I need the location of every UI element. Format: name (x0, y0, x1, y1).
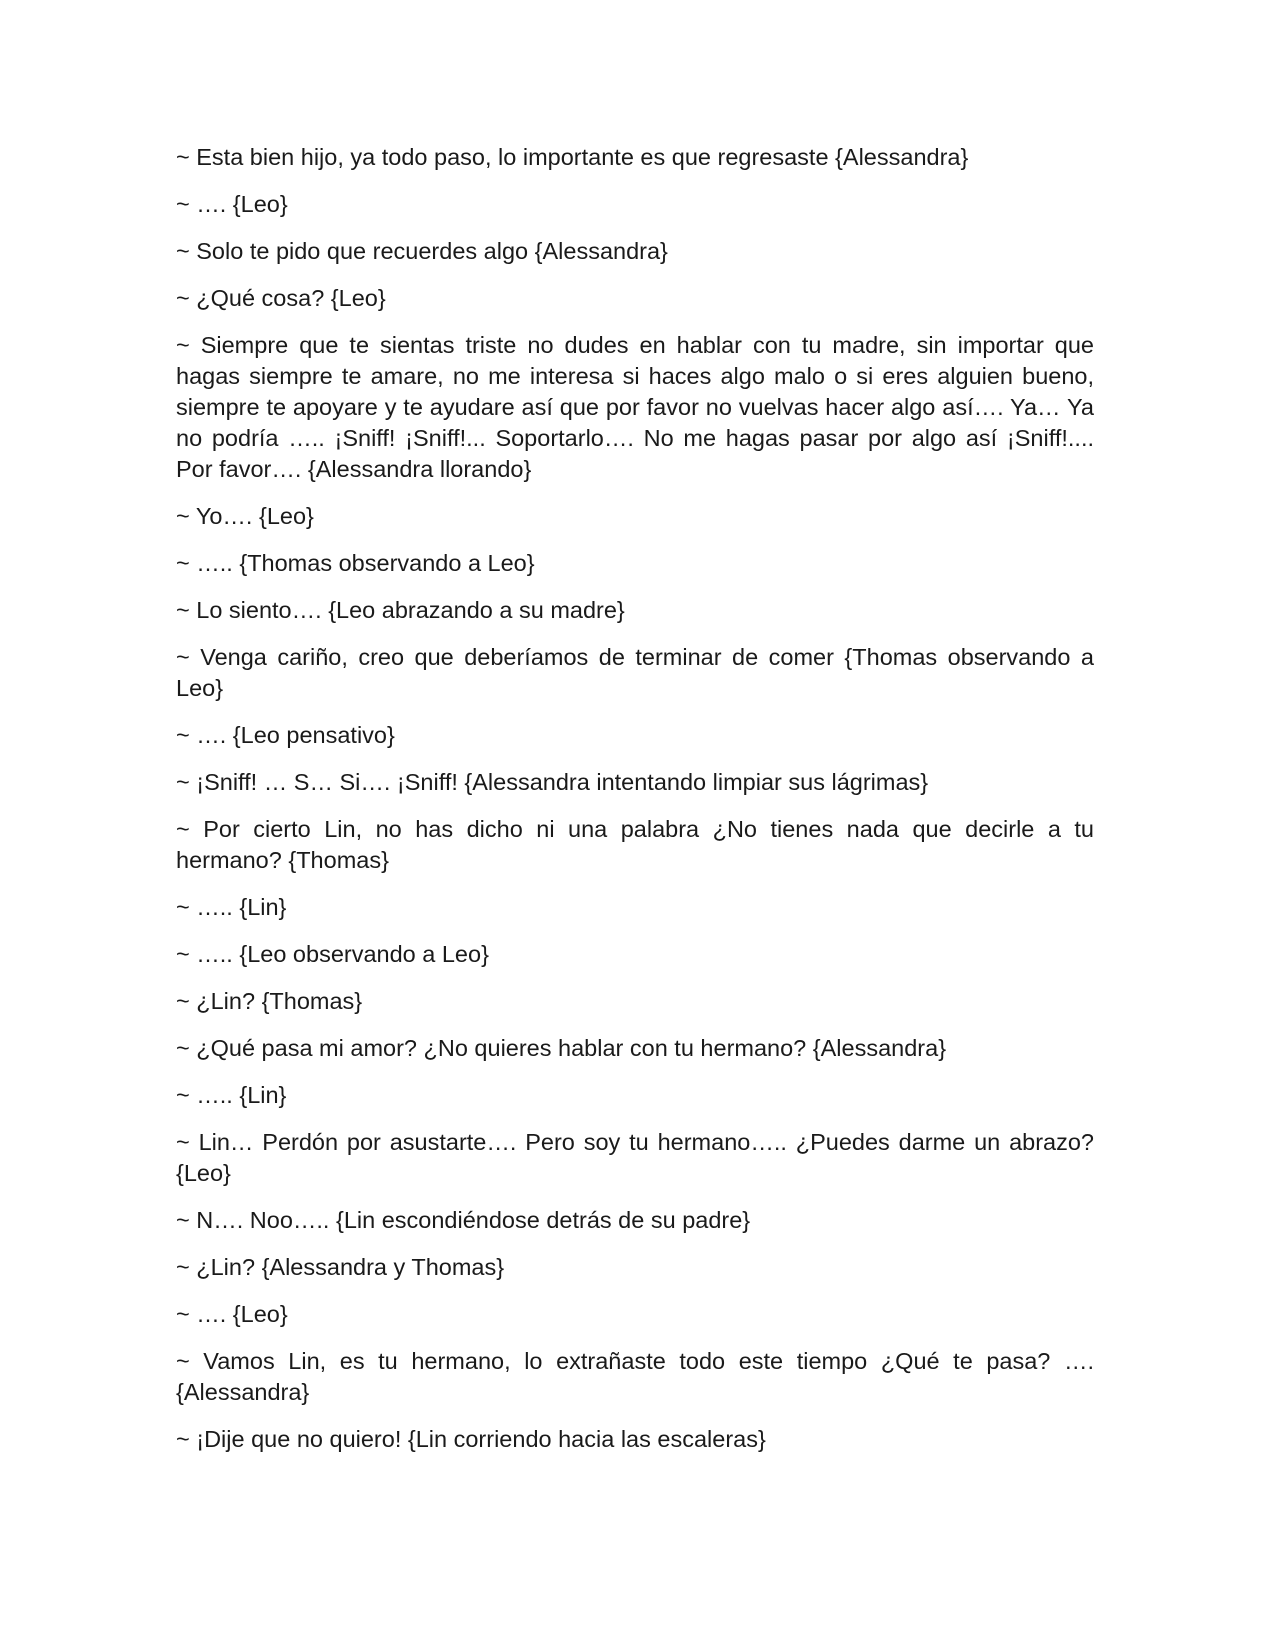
dialogue-line: ~ Yo…. {Leo} (176, 503, 314, 529)
dialogue-paragraph: ~ Por cierto Lin, no has dicho ni una palabra ¿No tienes nada que decirle a tu hermano? {Thomas} (176, 816, 1094, 873)
dialogue-line: ~ ¡Sniff! … S… Si…. ¡Sniff! {Alessandra intentando limpiar sus lágrimas} (176, 769, 929, 795)
dialogue-paragraph: ~ Venga cariño, creo que deberíamos de terminar de comer {Thomas observando a Leo} (176, 644, 1094, 701)
dialogue-paragraph: ~ Vamos Lin, es tu hermano, lo extrañaste todo este tiempo ¿Qué te pasa? …. {Alessandra} (176, 1348, 1094, 1405)
dialogue-line: ~ …. {Leo pensativo} (176, 722, 395, 748)
dialogue-line: ~ ¿Lin? {Alessandra y Thomas} (176, 1254, 505, 1280)
dialogue-line: ~ ….. {Lin} (176, 1082, 287, 1108)
dialogue-paragraph: ~ Siempre que te sientas triste no dudes en hablar con tu madre, sin importar que hagas siempre te amare, no me interesa si haces algo malo o si eres alguien bueno, siempre te apoyare y te ayudare así que por favor no vuelvas hacer algo así…. Ya… Ya no podría ….. ¡Sniff! ¡Sniff!... Soportarlo…. No me hagas pasar por algo así ¡Sniff!.... Por favor…. {Alessandra llorando} (176, 332, 1094, 482)
dialogue-line: ~ ¿Qué pasa mi amor? ¿No quieres hablar con tu hermano? {Alessandra} (176, 1035, 947, 1061)
dialogue-line: ~ Esta bien hijo, ya todo paso, lo importante es que regresaste {Alessandra} (176, 144, 969, 170)
dialogue-line: ~ Solo te pido que recuerdes algo {Alessandra} (176, 238, 668, 264)
dialogue-line: ~ ….. {Leo observando a Leo} (176, 941, 489, 967)
dialogue-line: ~ ¡Dije que no quiero! {Lin corriendo hacia las escaleras} (176, 1426, 766, 1452)
dialogue-line: ~ ….. {Thomas observando a Leo} (176, 550, 535, 576)
dialogue-line: ~ ….. {Lin} (176, 894, 287, 920)
document-body (176, 142, 1094, 1471)
dialogue-paragraph: ~ Lin… Perdón por asustarte…. Pero soy tu hermano….. ¿Puedes darme un abrazo? {Leo} (176, 1129, 1094, 1186)
dialogue-line: ~ Lo siento…. {Leo abrazando a su madre} (176, 597, 625, 623)
dialogue-line: ~ …. {Leo} (176, 1301, 288, 1327)
dialogue-line: ~ N…. Noo….. {Lin escondiéndose detrás de su padre} (176, 1207, 751, 1233)
dialogue-line: ~ ¿Qué cosa? {Leo} (176, 285, 386, 311)
dialogue-line: ~ …. {Leo} (176, 191, 288, 217)
dialogue-line: ~ ¿Lin? {Thomas} (176, 988, 363, 1014)
